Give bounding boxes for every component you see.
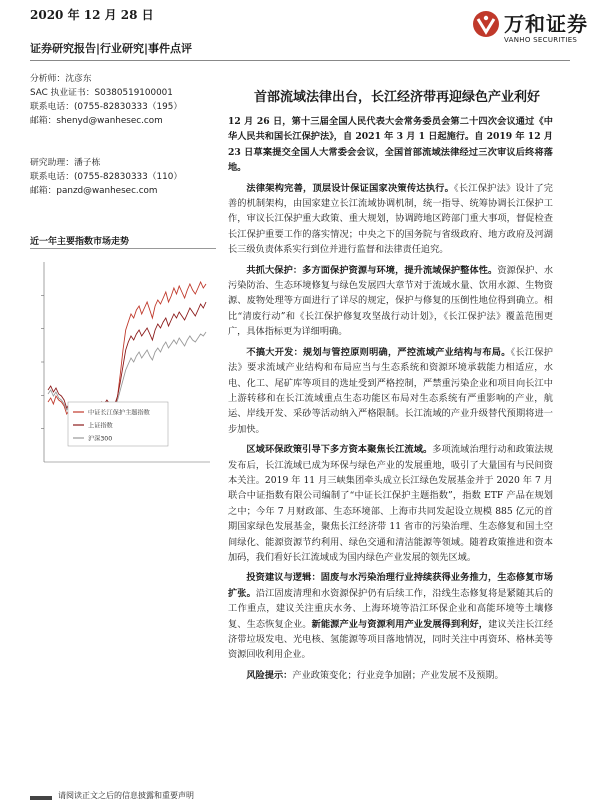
series-line xyxy=(48,302,206,412)
body-text: 建议关注长江经济带垃圾发电、光电核、氢能源等项目落地情况，同时关注中再资环、格林美等资源回收利用企业。 xyxy=(228,618,554,661)
body-text: 《长江保护法》要求流域产业结构和布局应当与生态系统和资源环境承载能力相适应，水电、化工、尾矿库等项目的选址受到严格控制，严禁重污染企业和项目向长江中上游转移和在长江流域重点生态功能区布局对生态系统有严重影响的产业，航运、岸线开发、采砂等活动纳入严格限制。长江流域的产业升级替代预期将进一步加快。 xyxy=(228,346,553,435)
analyst-cert: SAC 执业证书：S0380519100001 xyxy=(30,88,173,98)
body-paragraph xyxy=(228,668,553,683)
body-paragraph xyxy=(228,263,553,340)
body-text: 产业政策变化；行业竞争加剧；产业发展不及预期。 xyxy=(292,669,504,681)
body-paragraph xyxy=(228,570,553,662)
logo-subtext: VANHO SECURITIES xyxy=(504,36,578,44)
report-category: 证券研究报告|行业研究|事件点评 xyxy=(30,42,193,55)
bold-text: 区域环保政策引导下多方资本聚焦长江流域。 xyxy=(246,444,433,456)
legend-label: 上证指数 xyxy=(88,422,113,430)
report-title: 首部流域法律出台，长江经济带再迎绿色产业利好 xyxy=(253,90,540,105)
body-paragraph xyxy=(228,181,553,258)
bold-text: 12 月 26 日，第十三届全国人民代表大会常务委员会第二十四次会议通过《中华人民共和国长江保护法》，自 2021 年 3 月 1 日起施行。自 2019 年 12 月 23 日草案提交全国人大常委会会议，全国首部流域法律经过三次审议后终将落地。 xyxy=(228,116,553,174)
footer-text: 请阅读正文之后的信息披露和重要声明 xyxy=(58,791,194,800)
bold-text: 法律架构完善，顶层设计保证国家决策传达执行。 xyxy=(246,182,455,194)
series-line xyxy=(48,282,206,418)
assistant-name: 研究助理：潘子栋 xyxy=(30,158,101,168)
bold-text: 不搞大开发：规划与管控原则明确，严控流域产业结构与布局。 xyxy=(246,346,511,358)
bold-text: 投资建议与逻辑：固废与水污染治理行业持续获得业务推力，生态修复市场扩张。 xyxy=(228,572,553,599)
header-divider xyxy=(30,60,570,61)
body-text: 资源保护、水污染防治、生态环境修复与绿色发展四大章节对于流域水量、饮用水源、生物资源、废物处理等方面进行了详尽的规定，保护与修复的压倒性地位得到确立。相比“清废行动”和《长江保护修复攻坚战行动计划》，《长江保护法》覆盖范围更广，具体指标更为详细明确。 xyxy=(228,264,554,338)
company-logo xyxy=(472,8,588,52)
legend-label: 沪深300 xyxy=(88,435,113,443)
report-body xyxy=(228,114,553,688)
analyst-name: 分析师：沈彦东 xyxy=(30,74,92,84)
bold-text: 新能源产业与资源利用产业发展得到利好， xyxy=(311,618,489,630)
chart-top-divider xyxy=(30,248,216,249)
analyst-phone: 联系电话：(0755-82830333（195） xyxy=(30,102,183,112)
legend-label: 中证长江保护主题指数 xyxy=(88,409,150,417)
report-date: 2020 年 12 月 28 日 xyxy=(30,8,154,22)
series-line xyxy=(48,332,206,414)
footer-mark xyxy=(30,796,52,800)
assistant-info xyxy=(30,156,210,198)
vanho-logo-icon xyxy=(472,10,500,38)
bold-text: 共抓大保护：多方面保护资源与环境，提升流域保护整体性。 xyxy=(246,264,498,276)
logo-text: 万和证券 xyxy=(504,12,588,36)
body-paragraph xyxy=(228,114,553,176)
analyst-info xyxy=(30,72,210,128)
body-paragraph xyxy=(228,345,553,437)
body-text: 多项流域治理行动和政策法规发布后，长江流域已成为环保与绿色产业的发展重地，吸引了大量国有与民间资本关注。2019 年 11 月三峡集团牵头成立长江绿色发展基金并于 2020 年 7 月联合中证指数有限公司编制了“中证长江保护主题指数”，指数 ETF 产品在规划之中；今年 7 月财政部、生态环境部、上海市共同发起设立规模 885 亿元的首期国家绿色发展基金，聚焦长江经济带 11 省市的污染治理、生态修复和国土空间绿化、能源资源节约利用、绿色交通和清洁能源等领域。随着政策推进和资本加码，我们看好长江流域成为国内绿色产业发展的领先区域。 xyxy=(228,444,554,563)
body-text: 《长江保护法》设计了完善的机制架构，由国家建立长江流域协调机制，统一指导、统筹协调长江保护工作，审议长江保护重大政策、重大规划，协调跨地区跨部门重大事项，督促检查长江保护重要工作的落实情况；中央之下的国务院与省级政府、地方政府及河湖长三级负责体系实行到位并进行监督和法律责任追究。 xyxy=(228,182,553,256)
chart-section-title: 近一年主要指数市场走势 xyxy=(30,237,130,247)
page-footer xyxy=(30,790,570,800)
analyst-email[interactable]: 邮箱：shenyd@wanhesec.com xyxy=(30,116,163,126)
body-text: 沿江固废清理和水资源保护仍有后续工作，沿线生态修复将是紧随其后的工作重点，建议关注重庆水务、上海环境等沿江环保企业和高能环境等土壤修复、生态恢复企业。 xyxy=(228,587,554,630)
assistant-phone: 联系电话：(0755-82830333（110） xyxy=(30,172,183,182)
body-paragraph xyxy=(228,442,553,565)
index-trend-chart xyxy=(30,252,216,482)
bold-text: 风险提示： xyxy=(246,669,293,681)
assistant-email[interactable]: 邮箱：panzd@wanhesec.com xyxy=(30,186,158,196)
